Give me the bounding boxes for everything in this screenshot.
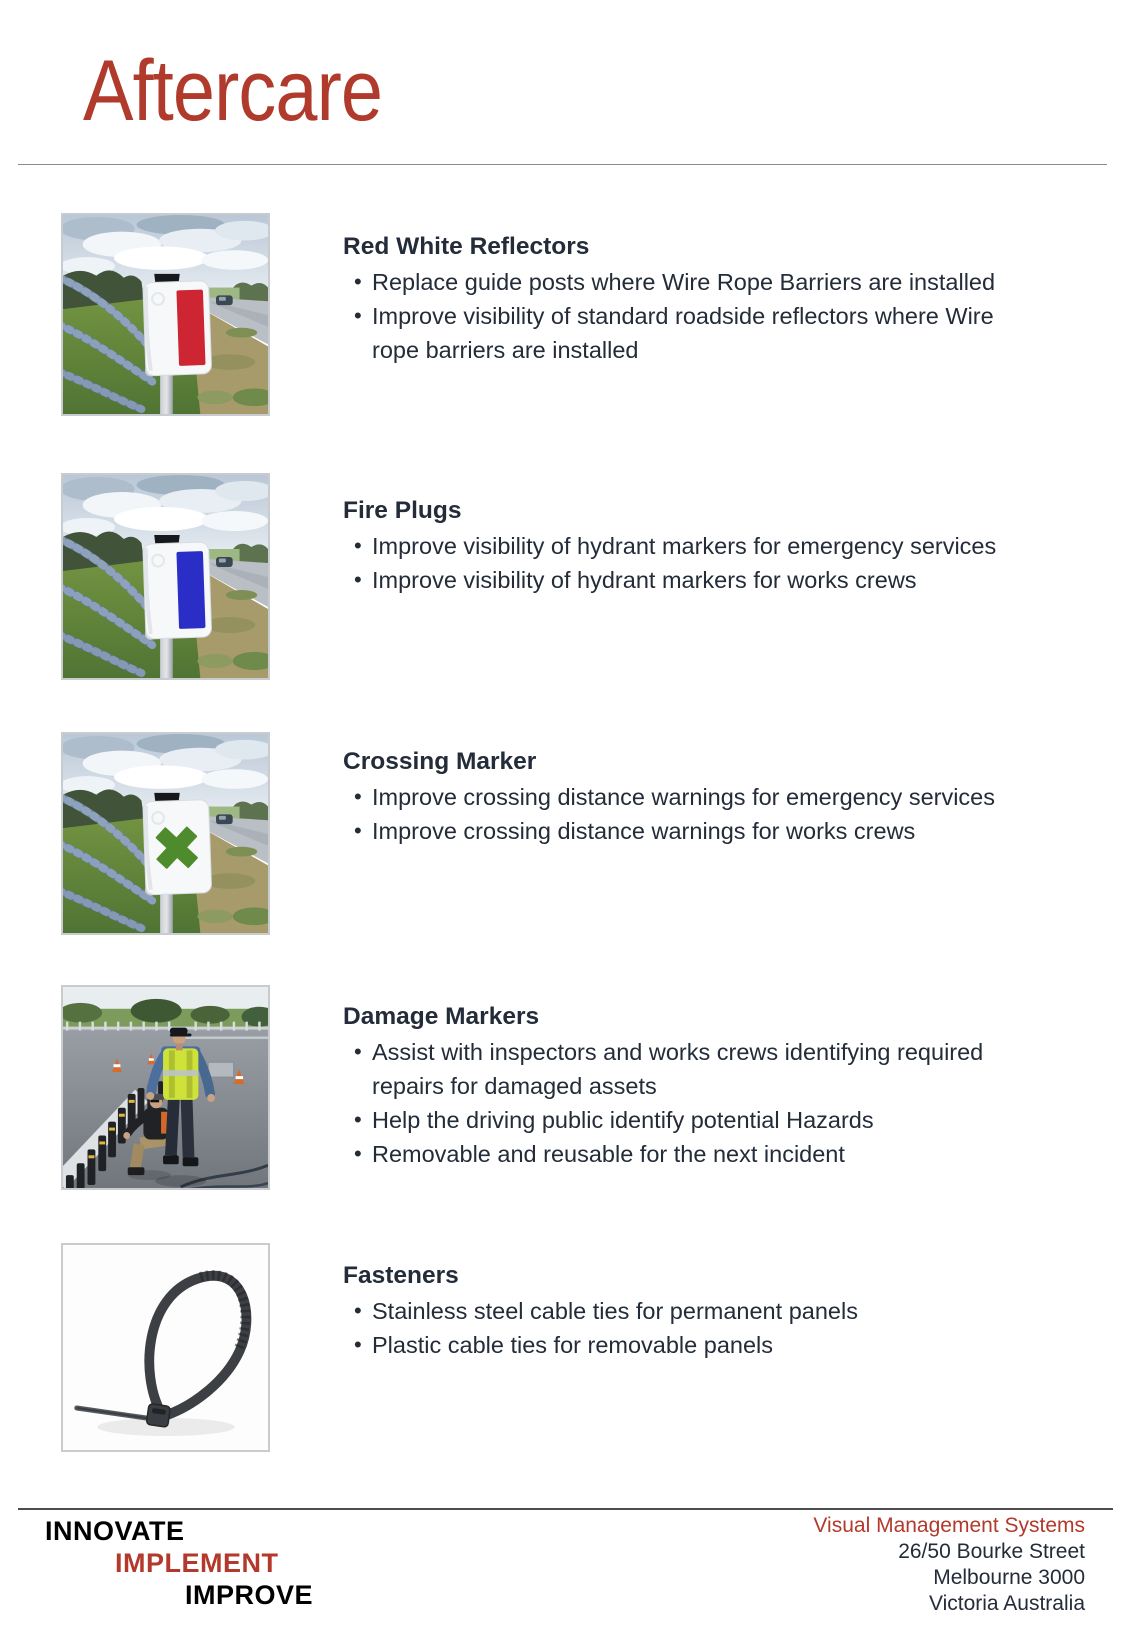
works-crew-illustration: [63, 987, 268, 1188]
section-fire-plugs: [343, 495, 1043, 597]
tagline-improve: IMPROVE: [185, 1580, 314, 1610]
section-heading: Damage Markers: [343, 1003, 540, 1030]
roadside-marker-illustration: [63, 734, 268, 933]
footer-company-block: [813, 1513, 1085, 1617]
bullet-list: [343, 265, 1043, 367]
section-crossing-marker: [343, 746, 1043, 848]
section-heading: Fire Plugs: [343, 497, 462, 524]
company-name: Visual Management Systems: [813, 1514, 1085, 1537]
bullet-item: • Help the driving public identify potential Hazards: [372, 1103, 1000, 1137]
footer-tagline: [45, 1515, 313, 1611]
bullet-list: [343, 1035, 1043, 1171]
photo-red-white-reflector: [61, 213, 270, 416]
bullet-list: [343, 780, 1043, 848]
section-damage-markers: [343, 1001, 1043, 1171]
roadside-marker-illustration: [63, 215, 268, 414]
section-heading: Fasteners: [343, 1262, 459, 1289]
address-line: Victoria Australia: [928, 1592, 1085, 1615]
bullet-item: • Improve crossing distance warnings for works crews: [372, 814, 1000, 848]
bullet-item: • Assist with inspectors and works crews identifying required repairs for damaged assets: [372, 1035, 1000, 1103]
bullet-list: [343, 529, 1043, 597]
tagline-implement: IMPLEMENT: [115, 1548, 279, 1578]
address-line: Melbourne 3000: [933, 1566, 1085, 1589]
bullet-item: • Stainless steel cable ties for permanent panels: [372, 1294, 1000, 1328]
bullet-list: [343, 1294, 1043, 1362]
address-line: 26/50 Bourke Street: [898, 1540, 1085, 1563]
roadside-marker-illustration: [63, 475, 268, 678]
bullet-item: • Plastic cable ties for removable panels: [372, 1328, 1000, 1362]
bullet-item: • Removable and reusable for the next incident: [372, 1137, 1000, 1171]
bullet-item: • Improve visibility of hydrant markers for emergency services: [372, 529, 1000, 563]
photo-crossing-marker: [61, 732, 270, 935]
footer-divider: [18, 1508, 1113, 1510]
tagline-innovate: INNOVATE: [45, 1516, 185, 1546]
bullet-item: • Improve crossing distance warnings for emergency services: [372, 780, 1000, 814]
photo-cable-tie: [61, 1243, 270, 1452]
section-heading: Crossing Marker: [343, 748, 537, 775]
bullet-item: • Improve visibility of standard roadside reflectors where Wire rope barriers are installed: [372, 299, 1000, 367]
cable-tie-illustration: [63, 1245, 268, 1450]
section-red-white-reflectors: [343, 231, 1043, 367]
section-fasteners: [343, 1260, 1043, 1362]
bullet-item: • Replace guide posts where Wire Rope Barriers are installed: [372, 265, 1000, 299]
bullet-item: • Improve visibility of hydrant markers for works crews: [372, 563, 1000, 597]
photo-fire-plug-marker: [61, 473, 270, 680]
title-divider: [18, 164, 1107, 165]
section-heading: Red White Reflectors: [343, 233, 590, 260]
photo-works-crew: [61, 985, 270, 1190]
page-title: Aftercare: [83, 43, 383, 139]
